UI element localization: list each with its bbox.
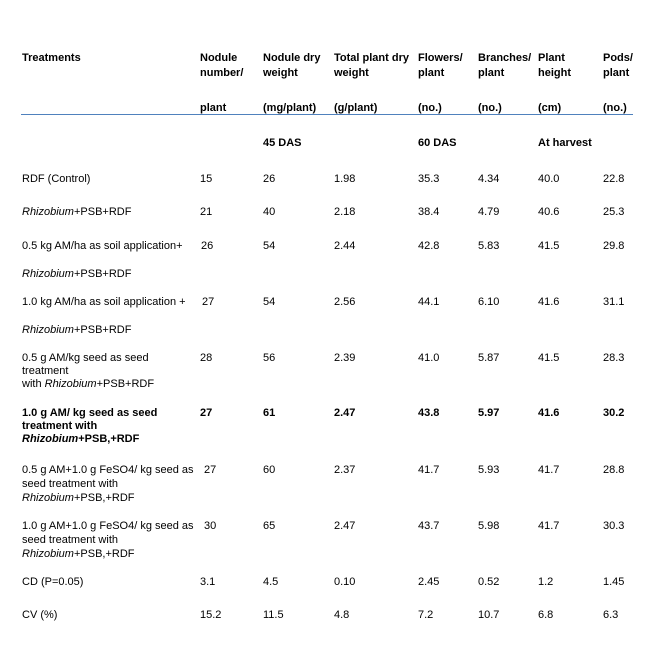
- row-5-nodule-dry-weight: 56: [263, 352, 276, 364]
- stage-at-harvest: At harvest: [538, 137, 592, 149]
- row-5-nodule-number: 28: [200, 352, 213, 364]
- row-5-pods: 28.3: [603, 352, 625, 364]
- header-pods-1: Pods/: [603, 52, 633, 64]
- row-6-branches: 5.97: [478, 407, 500, 419]
- row-1-treatment: RDF (Control): [22, 173, 91, 185]
- row-8-branches: 5.98: [478, 520, 500, 532]
- row-4-treatment-line-1: 1.0 kg AM/ha as soil application +: [22, 296, 186, 308]
- header-flowers-2: plant: [418, 67, 445, 79]
- row-1-flowers: 35.3: [418, 173, 440, 185]
- row-10-flowers: 7.2: [418, 609, 434, 621]
- row-8-plant-height: 41.7: [538, 520, 560, 532]
- header-total-dry-weight-3: (g/plant): [334, 102, 378, 114]
- row-5-total-dry-weight: 2.39: [334, 352, 356, 364]
- row-7-plant-height: 41.7: [538, 464, 560, 476]
- row-8-total-dry-weight: 2.47: [334, 520, 356, 532]
- header-flowers-1: Flowers/: [418, 52, 463, 64]
- row-3-nodule-number: 26: [201, 240, 214, 252]
- row-3-branches: 5.83: [478, 240, 500, 252]
- row-4-branches: 6.10: [478, 296, 500, 308]
- header-plant-height-2: height: [538, 67, 571, 79]
- row-8-treatment-line-2: seed treatment with: [22, 534, 118, 546]
- row-5-treatment-line-1: 0.5 g AM/kg seed as seed: [22, 352, 149, 364]
- row-9-total-dry-weight: 0.10: [334, 576, 356, 588]
- row-2-total-dry-weight: 2.18: [334, 206, 356, 218]
- row-4-flowers: 44.1: [418, 296, 440, 308]
- row-4-nodule-dry-weight: 54: [263, 296, 276, 308]
- row-7-treatment-line-2: seed treatment with: [22, 478, 118, 490]
- header-nodule-number-1: Nodule: [200, 52, 238, 64]
- row-6-pods: 30.2: [603, 407, 625, 419]
- row-2-flowers: 38.4: [418, 206, 440, 218]
- row-8-treatment-line-3: Rhizobium+PSB,+RDF: [22, 548, 135, 560]
- row-10-treatment: CV (%): [22, 609, 58, 621]
- row-9-branches: 0.52: [478, 576, 500, 588]
- row-7-total-dry-weight: 2.37: [334, 464, 356, 476]
- row-10-total-dry-weight: 4.8: [334, 609, 350, 621]
- row-6-treatment-line-3: Rhizobium+PSB,+RDF: [22, 433, 140, 445]
- row-7-nodule-number: 27: [204, 464, 217, 476]
- row-9-flowers: 2.45: [418, 576, 440, 588]
- row-10-branches: 10.7: [478, 609, 500, 621]
- row-10-plant-height: 6.8: [538, 609, 554, 621]
- row-9-plant-height: 1.2: [538, 576, 554, 588]
- header-branches-2: plant: [478, 67, 505, 79]
- row-4-plant-height: 41.6: [538, 296, 560, 308]
- stage-45-das: 45 DAS: [263, 137, 302, 149]
- row-2-plant-height: 40.6: [538, 206, 560, 218]
- row-7-treatment-line-1: 0.5 g AM+1.0 g FeSO4/ kg seed as: [22, 464, 194, 476]
- header-nodule-dry-weight-3: (mg/plant): [263, 102, 317, 114]
- row-4-pods: 31.1: [603, 296, 625, 308]
- row-3-treatment-line-2: Rhizobium+PSB+RDF: [22, 268, 132, 280]
- row-9-treatment: CD (P=0.05): [22, 576, 84, 588]
- row-1-total-dry-weight: 1.98: [334, 173, 356, 185]
- header-plant-height-1: Plant: [538, 52, 565, 64]
- header-nodule-number-3: plant: [200, 102, 227, 114]
- row-2-treatment: Rhizobium+PSB+RDF: [22, 206, 132, 218]
- header-nodule-dry-weight-1: Nodule dry: [263, 52, 321, 64]
- header-nodule-number-2: number/: [200, 67, 244, 79]
- row-8-nodule-number: 30: [204, 520, 217, 532]
- row-4-treatment-line-2: Rhizobium+PSB+RDF: [22, 324, 132, 336]
- row-1-nodule-number: 15: [200, 173, 213, 185]
- header-nodule-dry-weight-2: weight: [263, 67, 298, 79]
- row-9-nodule-dry-weight: 4.5: [263, 576, 279, 588]
- stage-60-das: 60 DAS: [418, 137, 457, 149]
- row-4-nodule-number: 27: [202, 296, 215, 308]
- row-7-nodule-dry-weight: 60: [263, 464, 276, 476]
- row-3-treatment-line-1: 0.5 kg AM/ha as soil application+: [22, 240, 183, 252]
- row-7-treatment-line-3: Rhizobium+PSB,+RDF: [22, 492, 135, 504]
- row-3-plant-height: 41.5: [538, 240, 560, 252]
- row-8-pods: 30.3: [603, 520, 625, 532]
- row-2-pods: 25.3: [603, 206, 625, 218]
- row-5-branches: 5.87: [478, 352, 500, 364]
- row-6-plant-height: 41.6: [538, 407, 560, 419]
- row-6-treatment-line-2: treatment with: [22, 420, 98, 432]
- header-divider: [21, 114, 633, 115]
- header-pods-2: plant: [603, 67, 630, 79]
- row-3-pods: 29.8: [603, 240, 625, 252]
- row-7-flowers: 41.7: [418, 464, 440, 476]
- row-2-branches: 4.79: [478, 206, 500, 218]
- row-2-nodule-dry-weight: 40: [263, 206, 276, 218]
- row-5-plant-height: 41.5: [538, 352, 560, 364]
- header-branches-3: (no.): [478, 102, 502, 114]
- row-1-pods: 22.8: [603, 173, 625, 185]
- row-6-nodule-number: 27: [200, 407, 213, 419]
- row-6-total-dry-weight: 2.47: [334, 407, 356, 419]
- row-6-flowers: 43.8: [418, 407, 440, 419]
- row-6-treatment-line-1: 1.0 g AM/ kg seed as seed: [22, 407, 158, 419]
- row-4-total-dry-weight: 2.56: [334, 296, 356, 308]
- row-8-treatment-line-1: 1.0 g AM+1.0 g FeSO4/ kg seed as: [22, 520, 194, 532]
- header-plant-height-3: (cm): [538, 102, 562, 114]
- header-branches-1: Branches/: [478, 52, 532, 64]
- row-5-treatment-line-2: treatment: [22, 365, 69, 377]
- header-treatments: Treatments: [22, 52, 81, 64]
- row-10-nodule-number: 15.2: [200, 609, 222, 621]
- row-10-nodule-dry-weight: 11.5: [263, 609, 284, 621]
- row-9-nodule-number: 3.1: [200, 576, 216, 588]
- header-total-dry-weight-1: Total plant dry: [334, 52, 409, 64]
- row-1-nodule-dry-weight: 26: [263, 173, 276, 185]
- header-flowers-3: (no.): [418, 102, 442, 114]
- row-10-pods: 6.3: [603, 609, 619, 621]
- row-6-nodule-dry-weight: 61: [263, 407, 276, 419]
- row-3-nodule-dry-weight: 54: [263, 240, 276, 252]
- row-8-nodule-dry-weight: 65: [263, 520, 276, 532]
- row-7-pods: 28.8: [603, 464, 625, 476]
- row-8-flowers: 43.7: [418, 520, 440, 532]
- row-2-nodule-number: 21: [200, 206, 213, 218]
- row-5-treatment-line-3: with Rhizobium+PSB+RDF: [22, 378, 155, 390]
- row-5-flowers: 41.0: [418, 352, 440, 364]
- header-total-dry-weight-2: weight: [334, 67, 369, 79]
- row-3-flowers: 42.8: [418, 240, 440, 252]
- header-pods-3: (no.): [603, 102, 627, 114]
- row-3-total-dry-weight: 2.44: [334, 240, 356, 252]
- row-9-pods: 1.45: [603, 576, 625, 588]
- row-7-branches: 5.93: [478, 464, 500, 476]
- row-1-branches: 4.34: [478, 173, 500, 185]
- row-1-plant-height: 40.0: [538, 173, 560, 185]
